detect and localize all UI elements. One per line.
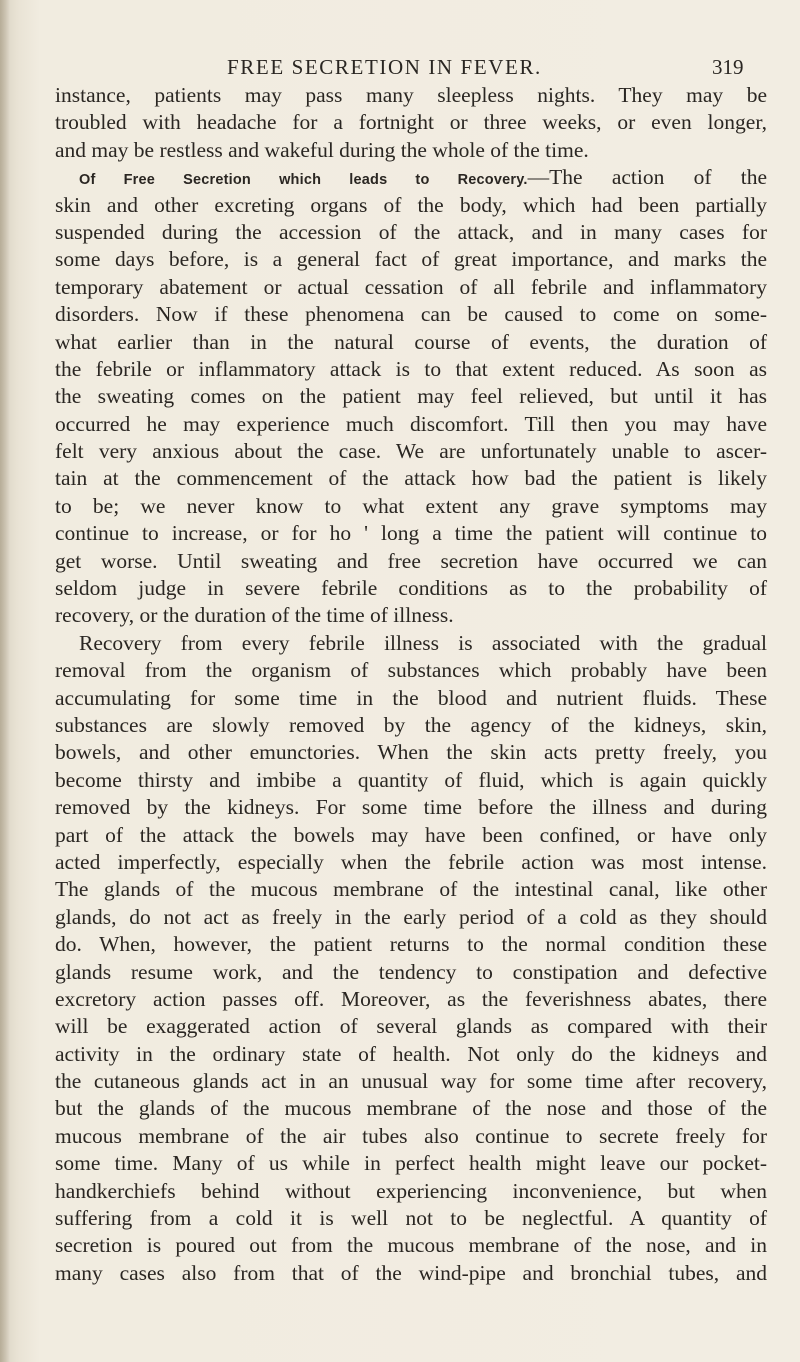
line-text: the cutaneous glands act in an unusual way for some time after recovery, (55, 1069, 767, 1094)
line-text: tain at the commencement of the attack how bad the patient is likely (55, 466, 767, 491)
line-text: but the glands of the mucous membrane of the nose and those of the (55, 1096, 767, 1121)
running-title: FREE SECRETION IN FEVER. (227, 55, 542, 79)
page-number: 319 (712, 55, 744, 79)
paragraph (55, 82, 767, 164)
line-text: secretion is poured out from the mucous membrane of the nose, and in (55, 1233, 767, 1258)
line-text: recovery, or the duration of the time of illness. (55, 603, 454, 628)
text-line (55, 822, 767, 849)
text-line (55, 109, 767, 136)
body-text (55, 82, 767, 1287)
line-text: will be exaggerated action of several glands as compared with their (55, 1014, 767, 1039)
line-text: skin and other excreting organs of the body, which had been partially (55, 192, 767, 217)
line-text: part of the attack the bowels may have been confined, or have only (55, 822, 767, 847)
line-text: accumulating for some time in the blood and nutrient fluids. These (55, 685, 767, 710)
line-text: disorders. Now if these phenomena can be caused to come on some- (55, 302, 767, 327)
text-line (55, 959, 767, 986)
line-text: temporary abatement or actual cessation of all febrile and inflammatory (55, 274, 767, 299)
text-line (55, 411, 767, 438)
line-text: felt very anxious about the case. We are unfortunately unable to ascer- (55, 439, 767, 464)
running-head (0, 55, 800, 85)
text-line (55, 1123, 767, 1150)
text-line (55, 192, 767, 219)
text-line (55, 246, 767, 273)
text-line (55, 164, 767, 191)
text-line (55, 685, 767, 712)
text-line (55, 520, 767, 547)
line-text: continue to increase, or for ho ' long a time the patient will continue to (55, 521, 767, 546)
line-text: some time. Many of us while in perfect health might leave our pocket- (55, 1151, 767, 1176)
text-line (55, 602, 767, 629)
text-line (55, 1205, 767, 1232)
side-heading: Of Free Secretion which leads to Recovery. (79, 172, 528, 189)
line-text: troubled with headache for a fortnight or three weeks, or even longer, (55, 110, 767, 135)
line-text: what earlier than in the natural course of events, the duration of (55, 329, 767, 354)
line-text: occurred he may experience much discomfort. Till then you may have (55, 411, 767, 436)
line-text: bowels, and other emunctories. When the skin acts pretty freely, you (55, 740, 767, 765)
text-line (55, 794, 767, 821)
text-line (55, 849, 767, 876)
line-text: suffering from a cold it is well not to be neglectful. A quantity of (55, 1206, 767, 1231)
line-text: substances are slowly removed by the agency of the kidneys, skin, (55, 712, 767, 737)
text-line (55, 1013, 767, 1040)
text-line (55, 548, 767, 575)
text-line (55, 1232, 767, 1259)
text-line (55, 739, 767, 766)
text-line (55, 438, 767, 465)
text-line (55, 1068, 767, 1095)
text-line (55, 301, 767, 328)
line-text: acted imperfectly, especially when the febrile action was most intense. (55, 849, 767, 874)
text-line (55, 1041, 767, 1068)
text-line (55, 767, 767, 794)
text-line (55, 137, 767, 164)
line-text: some days before, is a general fact of great importance, and marks the (55, 247, 767, 272)
paragraph (55, 630, 767, 1287)
line-text: suspended during the accession of the attack, and in many cases for (55, 219, 767, 244)
text-line (55, 274, 767, 301)
line-text: excretory action passes off. Moreover, as the feverishness abates, there (55, 986, 767, 1011)
line-text: many cases also from that of the wind-pipe and bronchial tubes, and (55, 1260, 767, 1285)
binding-gutter-shadow (0, 0, 10, 1362)
line-text: glands resume work, and the tendency to constipation and defective (55, 959, 767, 984)
line-text: do. When, however, the patient returns to the normal condition these (55, 932, 767, 957)
text-line (55, 931, 767, 958)
text-line (55, 712, 767, 739)
line-text: mucous membrane of the air tubes also continue to secrete freely for (55, 1123, 767, 1148)
paragraph (55, 164, 767, 630)
text-line (55, 575, 767, 602)
text-line (55, 904, 767, 931)
line-text: and may be restless and wakeful during the whole of the time. (55, 137, 589, 162)
text-line (55, 1178, 767, 1205)
line-text: —The action of the (527, 165, 767, 190)
text-line (55, 493, 767, 520)
text-line (55, 383, 767, 410)
line-text: the febrile or inflammatory attack is to that extent reduced. As soon as (55, 356, 767, 381)
text-line (55, 82, 767, 109)
text-line (55, 630, 767, 657)
line-text: The glands of the mucous membrane of the intestinal canal, like other (55, 877, 767, 902)
text-line (55, 1150, 767, 1177)
line-text: get worse. Until sweating and free secretion have occurred we can (55, 548, 767, 573)
text-line (55, 986, 767, 1013)
line-text: become thirsty and imbibe a quantity of fluid, which is again quickly (55, 767, 767, 792)
text-line (55, 356, 767, 383)
line-text: to be; we never know to what extent any grave symptoms may (55, 493, 767, 518)
line-text: instance, patients may pass many sleepless nights. They may be (55, 83, 767, 107)
line-text: removal from the organism of substances which probably have been (55, 658, 767, 683)
line-text: removed by the kidneys. For some time before the illness and during (55, 795, 767, 820)
text-line (55, 1095, 767, 1122)
text-line (55, 465, 767, 492)
line-text: activity in the ordinary state of health. Not only do the kidneys and (55, 1041, 767, 1066)
line-text: seldom judge in severe febrile conditions as to the probability of (55, 576, 767, 601)
line-text: Recovery from every febrile illness is associated with the gradual (79, 630, 767, 655)
text-line (55, 1260, 767, 1287)
text-line (55, 657, 767, 684)
line-text: handkerchiefs behind without experiencing inconvenience, but when (55, 1178, 767, 1203)
line-text: glands, do not act as freely in the early period of a cold as they should (55, 904, 767, 929)
line-text: the sweating comes on the patient may feel relieved, but until it has (55, 384, 767, 409)
text-line (55, 876, 767, 903)
text-line (55, 219, 767, 246)
text-line (55, 329, 767, 356)
